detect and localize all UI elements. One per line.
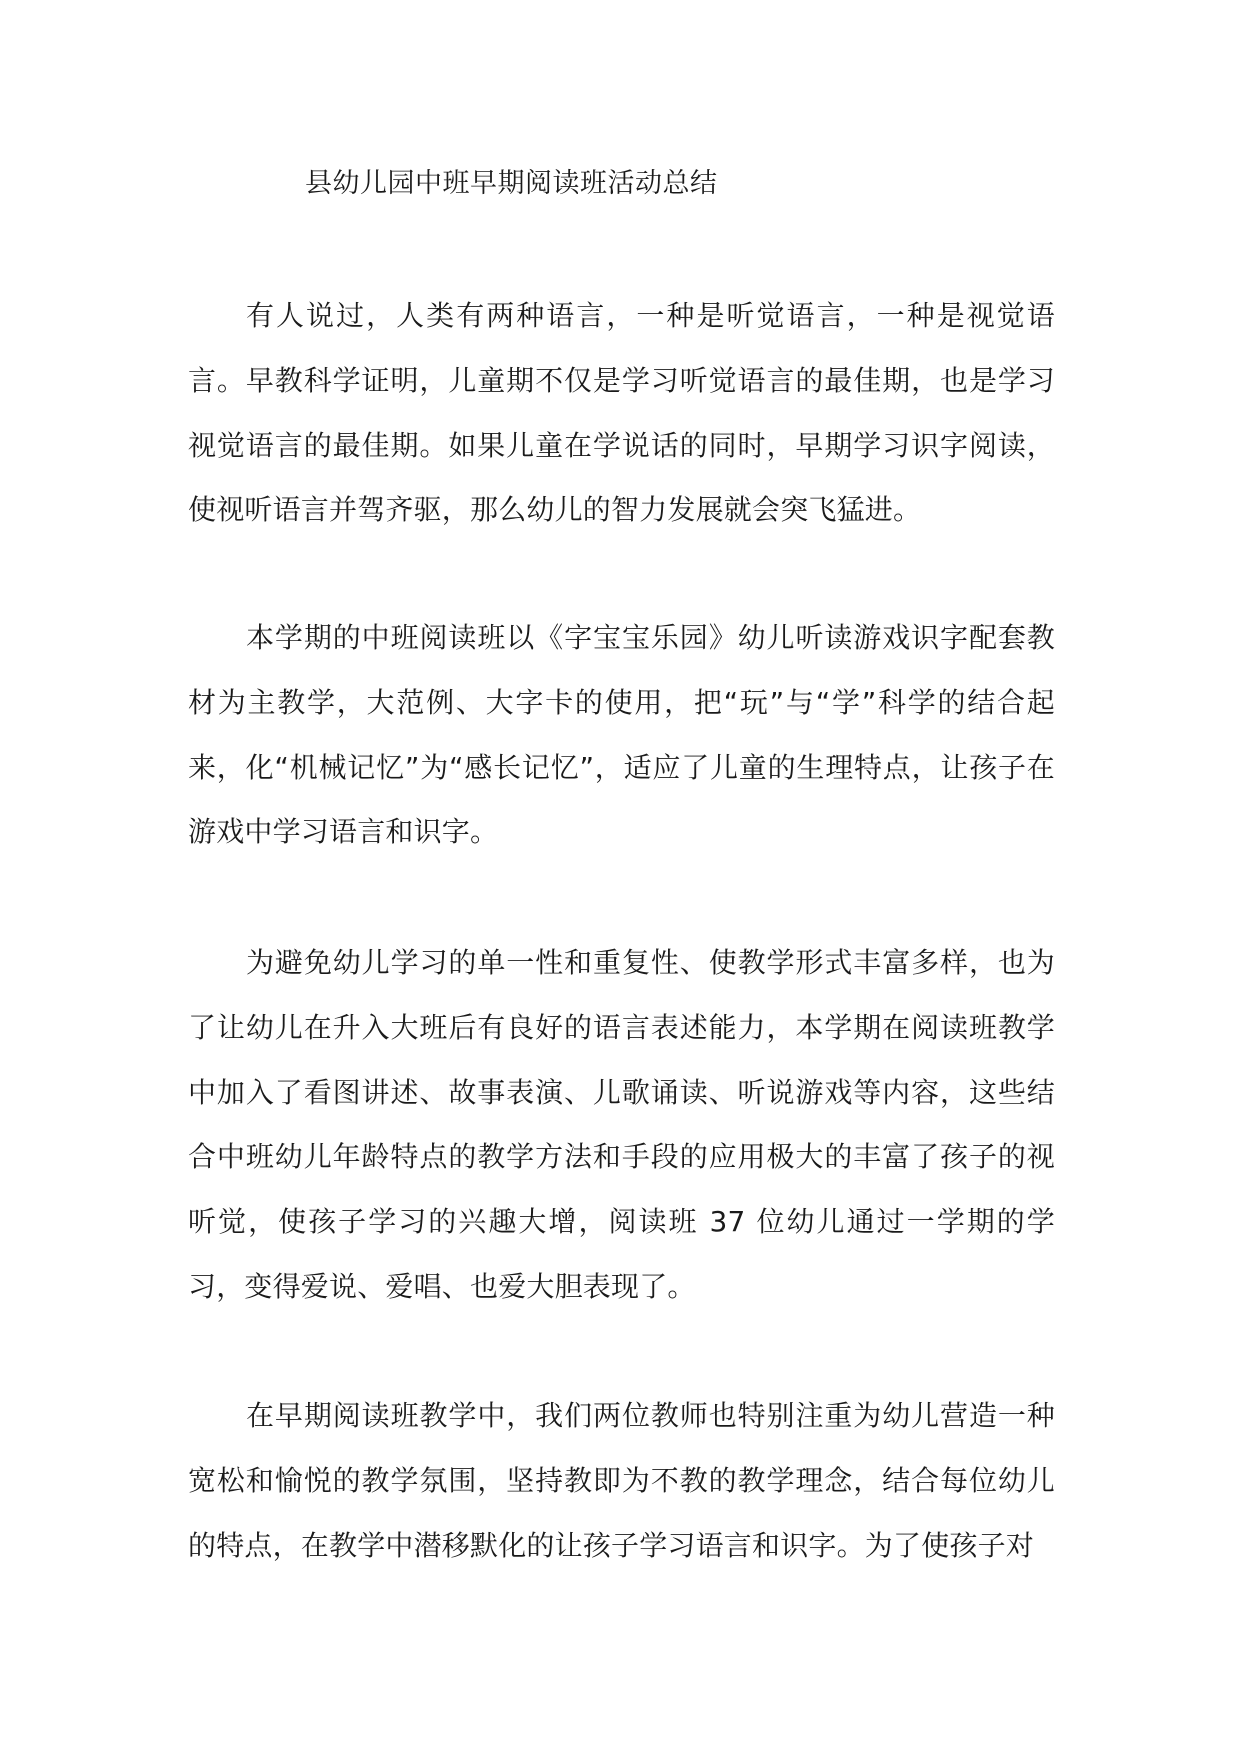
paragraph-4: 在早期阅读班教学中，我们两位教师也特别注重为幼儿营造一种宽松和愉悦的教学氛围，坚持教即为不教的教学理念，结合每位幼儿的特点，在教学中潜移默化的让孩子学习语言和识字。为了使孩子对 xyxy=(188,1399,1055,1562)
paragraph-1: 有人说过，人类有两种语言，一种是听觉语言，一种是视觉语言。早教科学证明，儿童期不仅是学习听觉语言的最佳期，也是学习视觉语言的最佳期。如果儿童在学说话的同时，早期学习识字阅读，使视听语言并驾齐驱，那么幼儿的智力发展就会突飞猛进。 xyxy=(188,299,1055,527)
paragraph-2: 本学期的中班阅读班以《字宝宝乐园》幼儿听读游戏识字配套教材为主教学，大范例、大字卡的使用，把“玩”与“学”科学的结合起来，化“机械记忆”为“感长记忆”，适应了儿童的生理特点，让孩子在游戏中学习语言和识字。 xyxy=(188,621,1055,849)
paragraph-3: 为避免幼儿学习的单一性和重复性、使教学形式丰富多样，也为了让幼儿在升入大班后有良好的语言表述能力，本学期在阅读班教学中加入了看图讲述、故事表演、儿歌诵读、听说游戏等内容，这些结合中班幼儿年龄特点的教学方法和手段的应用极大的丰富了孩子的视听觉，使孩子学习的兴趣大增，阅读班 37 位幼儿通过一学期的学习，变得爱说、爱唱、也爱大胆表现了。 xyxy=(188,946,1055,1303)
document-title: 县幼儿园中班早期阅读班活动总结 xyxy=(305,168,718,199)
